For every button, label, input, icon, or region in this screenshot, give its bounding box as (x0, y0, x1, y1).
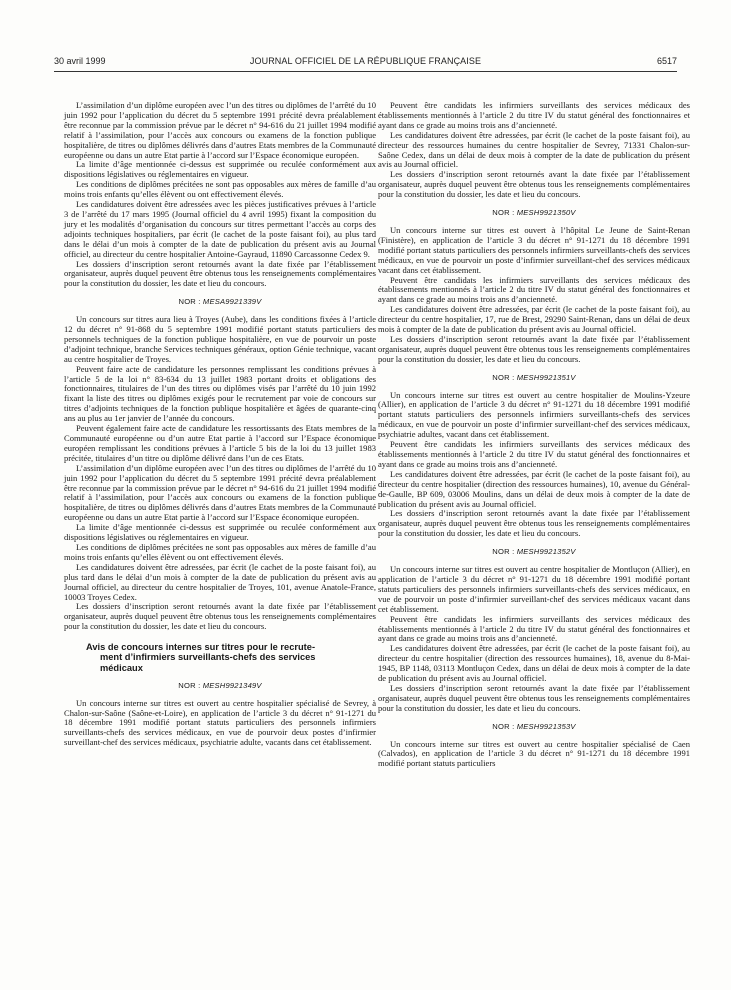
journal-title: JOURNAL OFFICIEL DE LA RÉPUBLIQUE FRANÇAISE (249, 56, 482, 66)
running-header (54, 56, 677, 70)
paragraph: Peuvent être candidats les infirmiers surveillants des services médicaux des établissements mentionnés à l’article 2 du titre IV du statut général des fonctionnaires et ayant dans ce grade au moins trois ans d’ancienneté. (378, 274, 690, 305)
paragraph: Un concours interne sur titres est ouvert au centre hospitalier de Montluçon (Allier), en application de l’article 3 du décret n° 91-1271 du 18 décembre 1991 modifié portant statuts particuliers des personnels infirmiers surveillants-chefs des services médicaux, en vue de pourvoir un poste d’infirmier surveillant-chef des services médicaux vacant dans cet établissement. (378, 564, 690, 614)
header-rule (54, 71, 677, 72)
paragraph: Les dossiers d’inscription seront retournés avant la date fixée par l’établissement organisateur, auprès duquel peuvent être obtenus tous les renseignements complémentaires pour la constitution du dossier, les date et lieu du concours. (378, 508, 690, 539)
paragraph: Les dossiers d’inscription seront retournés avant la date fixée par l’établissement organisateur, auprès duquel peuvent être obtenus tous les renseignements complémentaires pour la constitution du dossier, les date et lieu du concours. (378, 169, 690, 200)
nor-reference (64, 681, 376, 691)
nor-label: NOR : (492, 372, 515, 382)
paragraph: Les conditions de diplômes précitées ne sont pas opposables aux mères de famille d’au moins trois enfants qu’elles élèvent ou ont effectivement élevés. (64, 541, 376, 562)
paragraph: Un concours interne sur titres est ouvert au centre hospitalier spécialisé de Sevrey, à Chalon-sur-Saône (Saône-et-Loire), en application de l’article 3 du décret n° 91-1271 du 18 décembre 1991 modifié portant statuts particuliers des personnels infirmiers surveillants-chefs des services médicaux, en vue de pourvoir deux postes d’infirmier surveillant-chef des services médicaux, psychiatrie adulte, vacants dans cet établissement. (64, 697, 376, 748)
nor-reference (378, 208, 690, 218)
heading-line: Avis de concours internes sur titres pour le recrute- (86, 642, 316, 653)
nor-code: MESH9921352V (514, 547, 576, 557)
paragraph: La limite d’âge mentionnée ci-dessus est supprimée ou reculée conformément aux dispositions législatives ou réglementaires en vigueur. (64, 159, 376, 180)
section-heading (86, 642, 376, 673)
paragraph: Les conditions de diplômes précitées ne sont pas opposables aux mères de famille d’au moins trois enfants qu’elles élèvent ou ont effectivement élevés. (64, 179, 376, 200)
paragraph: Peuvent faire acte de candidature les personnes remplissant les conditions prévues à l’article 5 de la loi n° 83-634 du 13 juillet 1983 portant droits et obligations des fonctionnaires, titulaires de l’un des titres ou diplômes visés par l’arrêté du 10 juin 1992 fixant la liste des titres ou diplômes exigés pour le recrutement par voie de concours sur titres d’adjoints techniques de la fonction publique hospitalière et âgées de quarante-cinq ans au plus au 1er janvier de l’année du concours. (64, 363, 376, 424)
paragraph: Un concours interne sur titres est ouvert à l’hôpital Le Jeune de Saint-Renan (Finistère), en application de l’article 3 du décret n° 91-1271 du 18 décembre 1991 modifié portant statuts particuliers des personnels infirmiers surveillants-chefs des services médicaux, en vue de pourvoir un poste d’infirmier surveillant-chef des services médicaux vacant dans cet établissement. (378, 224, 690, 275)
page-number: 6517 (656, 56, 677, 66)
nor-reference (378, 722, 690, 732)
paragraph: Peuvent être candidats les infirmiers surveillants des services médicaux des établissements mentionnés à l’article 2 du titre IV du statut général des fonctionnaires et ayant dans ce grade au moins trois ans d’ancienneté. (378, 613, 690, 644)
nor-label: NOR : (178, 680, 201, 690)
nor-reference (378, 373, 690, 383)
paragraph: L’assimilation d’un diplôme européen avec l’un des titres ou diplômes de l’arrêté du 10 juin 1992 pour l’application du décret du 5 septembre 1991 précité devra préalablement être reconnue par la commission prévue par le décret n° 94-616 du 21 juillet 1994 modifié relatif à l’assimilation, pour l’accès aux concours ou examens de la fonction publique hospitalière, de titres ou diplômes délivrés dans d’autres Etats membres de la Communauté européenne ou dans un autre Etat partie à l’accord sur l’Espace économique européen. (64, 462, 376, 523)
heading-line: médicaux (100, 662, 143, 673)
right-column (378, 101, 690, 769)
nor-reference (378, 547, 690, 557)
paragraph: Les candidatures doivent être adressées, par écrit (le cachet de la poste faisant foi), au directeur des ressources humaines du centre hospitalier de Sevrey, 71331 Chalon-sur-Saône Cedex, dans un délai de deux mois à compter de la date de publication du présent avis au Journal officiel. (378, 129, 690, 170)
paragraph: Les candidatures doivent être adressées, par écrit (le cachet de la poste faisant foi), au directeur du centre hospitalier, 17, rue de Brest, 29290 Saint-Renan, dans un délai de deux mois à compter de la date de publication du présent avis au Journal officiel. (378, 304, 690, 335)
issue-date: 30 avril 1999 (54, 56, 106, 66)
paragraph: Les candidatures doivent être adressées, par écrit (le cachet de la poste faisant foi), au directeur du centre hospitalier (direction des ressources humaines), 18, avenue du 8-Mai-1945, BP 1148, 03113 Montluçon Cedex, dans un délai de deux mois à compter de la date de publication du présent avis au Journal officiel. (378, 643, 690, 684)
paragraph: Peuvent être candidats les infirmiers surveillants des services médicaux des établissements mentionnés à l’article 2 du titre IV du statut général des fonctionnaires et ayant dans ce grade au moins trois ans d’ancienneté. (378, 100, 690, 130)
paragraph: La limite d’âge mentionnée ci-dessus est supprimée ou reculée conformément aux dispositions législatives ou réglementaires en vigueur. (64, 522, 376, 543)
heading-line: ment d’infirmiers surveillants-chefs des services (100, 652, 316, 663)
paragraph: Les dossiers d’inscription seront retournés avant la date fixée par l’établissement organisateur, auprès duquel peuvent être obtenus tous les renseignements complémentaires pour la constitution du dossier, les date et lieu du concours. (378, 682, 690, 713)
paragraph: Les dossiers d’inscription seront retournés avant la date fixée par l’établissement organisateur, auprès duquel peuvent être obtenus tous les renseignements complémentaires pour la constitution du dossier, les date et lieu du concours. (64, 601, 376, 632)
nor-code: MESH9921351V (514, 372, 576, 382)
paragraph: Les dossiers d’inscription seront retournés avant la date fixée par l’établissement organisateur, auprès duquel peuvent être obtenus tous les renseignements complémentaires pour la constitution du dossier, les date et lieu du concours. (378, 333, 690, 364)
nor-code: MESH9921350V (514, 208, 576, 218)
paragraph: Les candidatures doivent être adressées, par écrit (le cachet de la poste faisant foi), au directeur du centre hospitalier (direction des ressources humaines), 10, avenue du Général-de-Gaulle, BP 609, 03006 Moulins, dans un délai de deux mois à compter de la date de publication du présent avis au Journal officiel. (378, 468, 690, 509)
nor-label: NOR : (492, 721, 515, 731)
paragraph: Les candidatures doivent être adressées, par écrit (le cachet de la poste faisant foi), au plus tard dans le délai d’un mois à compter de la date de publication du présent avis au Journal officiel, au directeur du centre hospitalier de Troyes, 101, avenue Anatole-France, 10003 Troyes Cedex. (64, 561, 376, 602)
paragraph: Un concours interne sur titres est ouvert au centre hospitalier spécialisé de Caen (Calvados), en application de l’article 3 du décret n° 91-1271 du 18 décembre 1991 modifié portant statuts particuliers (378, 738, 690, 769)
paragraph: Les dossiers d’inscription seront retournés avant la date fixée par l’établissement organisateur, auprès duquel peuvent être obtenus tous les renseignements complémentaires pour la constitution du dossier, les date et lieu du concours. (64, 258, 376, 289)
nor-code: MESH9921353V (514, 721, 576, 731)
nor-label: NOR : (178, 297, 201, 307)
nor-label: NOR : (492, 208, 515, 218)
paragraph: Peuvent être candidats les infirmiers surveillants des services médicaux des établissements mentionnés à l’article 2 du titre IV du statut général des fonctionnaires et ayant dans ce grade au moins trois ans d’ancienneté. (378, 439, 690, 469)
nor-code: MESH9921349V (200, 680, 262, 690)
left-column (64, 101, 376, 748)
paragraph: L’assimilation d’un diplôme européen avec l’un des titres ou diplômes de l’arrêté du 10 juin 1992 pour l’application du décret du 5 septembre 1991 précité devra préalablement être reconnue par la commission prévue par le décret n° 94-616 du 21 juillet 1994 modifié relatif à l’assimilation, pour l’accès aux concours ou examens de la fonction publique hospitalière, de titres ou diplômes délivrés dans d’autres Etats membres de la Communauté européenne ou dans un autre Etat partie à l’accord sur l’Espace économique européen. (64, 100, 376, 160)
nor-code: MESA9921339V (200, 297, 262, 307)
paragraph: Les candidatures doivent être adressées avec les pièces justificatives prévues à l’article 3 de l’arrêté du 17 mars 1995 (Journal officiel du 4 avril 1995) fixant la composition du jury et les modalités d’organisation du concours sur titres permettant l’accès au corps des adjoints techniques hospitaliers, par écrit (le cachet de la poste faisant foi), au plus tard dans le délai d’un mois à compter de la date de publication du présent avis au Journal officiel, au directeur du centre hospitalier Antoine-Gayraud, 11890 Carcassonne Cedex 9. (64, 199, 376, 259)
paragraph: Un concours sur titres aura lieu à Troyes (Aube), dans les conditions fixées à l’article 12 du décret n° 91-868 du 5 septembre 1991 modifié portant statuts particuliers des personnels techniques de la fonction publique hospitalière, en vue de pourvoir un poste d’adjoint technique, branche Services techniques généraux, option Génie technique, vacant au centre hospitalier de Troyes. (64, 314, 376, 364)
paragraph: Un concours interne sur titres est ouvert au centre hospitalier de Moulins-Yzeure (Allier), en application de l’article 3 du décret n° 91-1271 du 18 décembre 1991 modifié portant statuts particuliers des personnels infirmiers surveillants-chefs des services médicaux, en vue de pourvoir un poste d’infirmier surveillant-chef des services médicaux, psychiatrie adultes, vacant dans cet établissement. (378, 389, 690, 440)
nor-label: NOR : (492, 547, 515, 557)
nor-reference (64, 297, 376, 307)
paragraph: Peuvent également faire acte de candidature les ressortissants des Etats membres de la Communauté européenne ou d’un autre Etat partie à l’accord sur l’Espace économique européen remplissant les conditions prévues à l’article 5 bis de la loi du 13 juillet 1983 précitée, titulaires d’un titre ou diplôme délivré dans l’un de ces Etats. (64, 423, 376, 463)
